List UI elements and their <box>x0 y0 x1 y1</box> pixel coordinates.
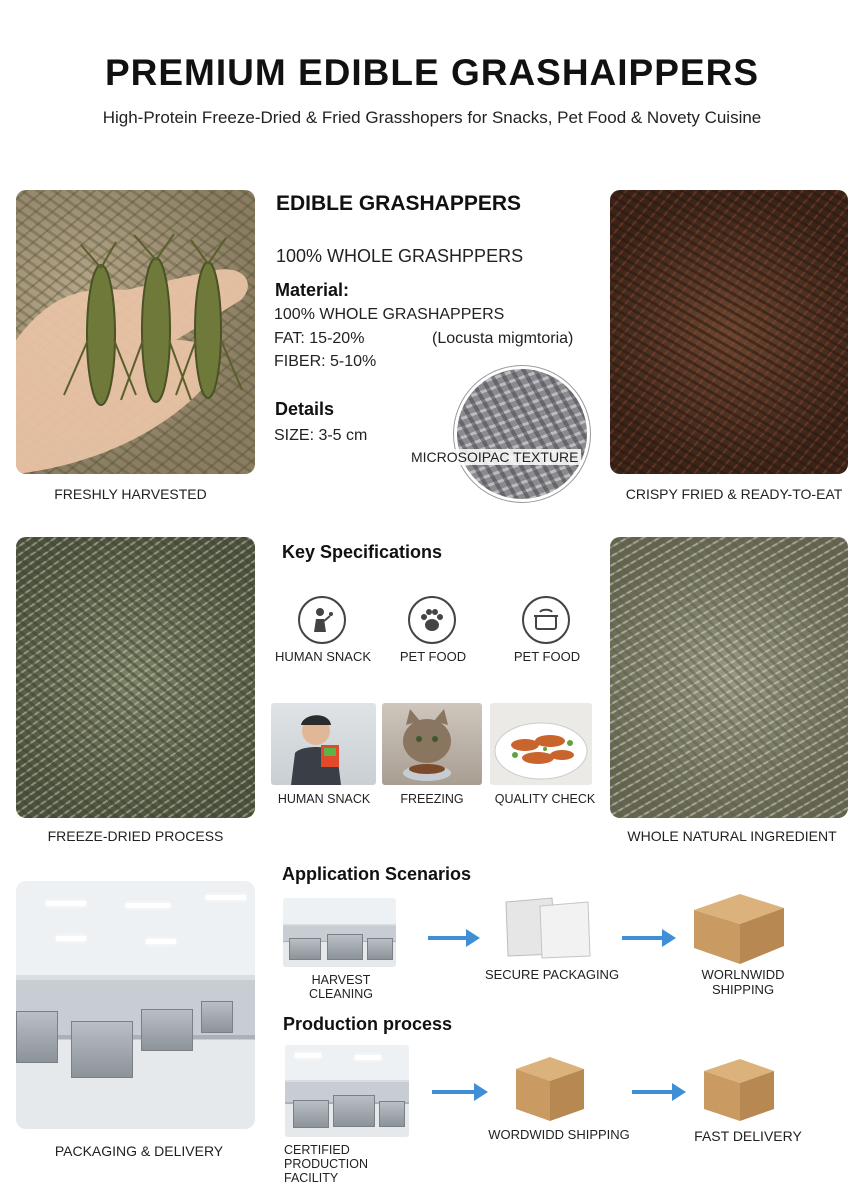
icon-label-pet-food-2: PET FOOD <box>513 649 581 664</box>
step-secure-packaging: SECURE PACKAGING <box>484 967 620 982</box>
size-value: SIZE: 3-5 cm <box>274 427 368 444</box>
certified-facility-photo <box>285 1045 409 1137</box>
step-worldwide-shipping: WORLNWIDD SHIPPING <box>701 967 785 997</box>
cardboard-box-icon <box>690 888 788 966</box>
quality-check-photo <box>490 703 592 785</box>
material-value: 100% WHOLE GRASHAPPERS <box>274 306 505 323</box>
whole-natural-photo <box>610 537 848 818</box>
freshly-harvested-caption: FRESHLY HARVESTED <box>54 486 207 502</box>
latin-name: (Locusta migmtoria) <box>432 330 574 347</box>
arrow-right-icon <box>622 936 664 940</box>
step-fast-delivery: FAST DELIVERY <box>694 1128 802 1144</box>
photo-label-freezing: FREEZING <box>400 792 464 806</box>
page-title: PREMIUM EDIBLE GRASHAIPPERS <box>104 52 759 93</box>
arrow-right-icon <box>432 1090 476 1094</box>
crispy-fried-caption: CRISPY FRIED & READY-TO-EAT <box>625 486 843 502</box>
material-heading: Material: <box>275 280 350 300</box>
packaging-delivery-photo <box>16 881 255 1129</box>
icon-label-pet-food: PET FOOD <box>399 649 467 664</box>
crispy-fried-photo <box>610 190 848 474</box>
fiber-value: FIBER: 5-10% <box>274 353 377 370</box>
icon-label-human-snack: HUMAN SNACK <box>274 649 372 664</box>
texture-label: MICROSOIPAC TEXTURE <box>411 449 579 465</box>
human-snack-photo <box>271 703 376 785</box>
application-scenarios-heading: Application Scenarios <box>282 864 472 884</box>
packaging-delivery-caption: PACKAGING & DELIVERY <box>54 1143 224 1159</box>
arrow-right-icon <box>632 1090 674 1094</box>
packaging-bags-illustration <box>500 894 594 960</box>
microscopic-texture-circle <box>454 366 590 502</box>
freezing-photo <box>382 703 482 785</box>
freeze-dried-photo <box>16 537 255 818</box>
details-heading: Details <box>275 399 335 419</box>
page-subtitle: High-Protein Freeze-Dried & Fried Grasshopers for Snacks, Pet Food & Novety Cuisine <box>102 108 762 127</box>
paw-icon <box>408 596 456 644</box>
production-process-heading: Production process <box>283 1014 453 1034</box>
freeze-dried-caption: FREEZE-DRIED PROCESS <box>47 828 224 844</box>
freshly-harvested-photo <box>16 190 255 474</box>
pot-icon <box>522 596 570 644</box>
photo-label-quality-check: QUALITY CHECK <box>494 792 596 806</box>
cardboard-box-icon <box>512 1053 588 1123</box>
person-eating-icon <box>298 596 346 644</box>
key-specifications-heading: Key Specifications <box>282 542 443 562</box>
cardboard-box-icon <box>700 1055 778 1123</box>
step-certified-facility: CERTIFIED PRODUCTION FACILITY <box>284 1143 369 1185</box>
step-wordwide-shipping: WORDWIDD SHIPPING <box>488 1127 630 1142</box>
hand-with-grasshoppers-illustration <box>16 190 255 474</box>
whole-grasshoppers-line: 100% WHOLE GRASHPPERS <box>276 246 524 266</box>
harvest-cleaning-photo <box>283 898 396 967</box>
whole-natural-caption: WHOLE NATURAL INGREDIENT <box>627 828 837 844</box>
arrow-right-icon <box>428 936 468 940</box>
photo-label-human-snack: HUMAN SNACK <box>277 792 371 806</box>
info-heading: EDIBLE GRASHAPPERS <box>276 192 522 215</box>
step-harvest-cleaning: HARVEST CLEANING <box>309 973 373 1001</box>
fat-value: FAT: 15-20% <box>274 330 365 347</box>
